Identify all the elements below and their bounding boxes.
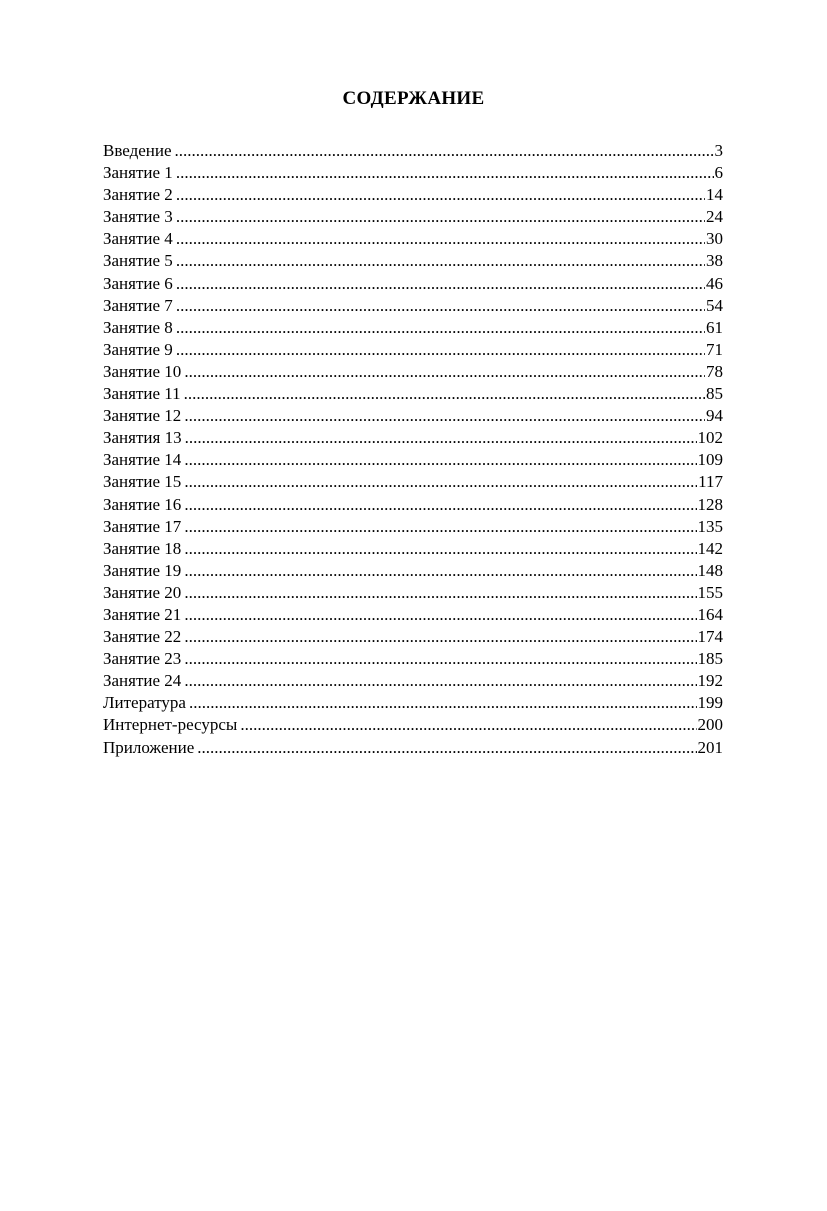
toc-entry-page-number: 174 [697, 627, 723, 647]
toc-entry-page-number: 38 [706, 251, 723, 271]
toc-entry-label: Занятие 21 [103, 604, 182, 624]
toc-entry-page-number: 192 [697, 671, 723, 691]
dot-leader [184, 560, 696, 582]
toc-entry-page-number: 109 [697, 450, 723, 470]
toc-entry-page-number: 148 [697, 560, 723, 580]
toc-entry[interactable] [103, 737, 723, 759]
toc-entry[interactable] [103, 494, 723, 516]
toc-entry-page-number: 61 [706, 317, 723, 337]
toc-entry-page-number: 142 [697, 538, 723, 558]
dot-leader [184, 361, 705, 383]
toc-entry[interactable] [103, 670, 723, 692]
toc-entry[interactable] [103, 560, 723, 582]
toc-entry-page-number: 94 [706, 406, 723, 426]
toc-entry-label: Занятие 3 [103, 207, 173, 227]
toc-entry[interactable] [103, 184, 723, 206]
toc-entry-label: Занятие 20 [103, 582, 182, 602]
toc-entry-page-number: 164 [697, 604, 723, 624]
toc-entry[interactable] [103, 427, 723, 449]
toc-entry-page-number: 24 [706, 207, 723, 227]
dot-leader [184, 538, 696, 560]
dot-leader [184, 449, 696, 471]
dot-leader [184, 471, 697, 493]
dot-leader [185, 427, 697, 449]
toc-entry-label: Приложение [103, 737, 195, 757]
toc-entry-page-number: 78 [706, 361, 723, 381]
toc-entry-page-number: 185 [697, 649, 723, 669]
toc-entry-label: Занятие 23 [103, 649, 182, 669]
toc-entry-label: Занятие 19 [103, 560, 182, 580]
toc-entry-page-number: 117 [698, 472, 723, 492]
dot-leader [176, 162, 714, 184]
toc-entry-page-number: 30 [706, 229, 723, 249]
toc-entry-page-number: 200 [697, 715, 723, 735]
dot-leader [184, 582, 696, 604]
toc-entry-label: Занятие 14 [103, 450, 182, 470]
dot-leader [184, 604, 696, 626]
toc-entry-label: Занятие 11 [103, 384, 181, 404]
dot-leader [197, 737, 696, 759]
toc-entry[interactable] [103, 471, 723, 493]
toc-entry[interactable] [103, 273, 723, 295]
toc-entry-label: Введение [103, 141, 172, 160]
toc-entry-label: Занятие 1 [103, 163, 173, 183]
dot-leader [184, 405, 705, 427]
toc-entry[interactable] [103, 714, 723, 736]
toc-entry-label: Занятие 9 [103, 339, 173, 359]
toc-entry[interactable] [103, 206, 723, 228]
toc-entry-label: Занятие 24 [103, 671, 182, 691]
toc-entry-page-number: 201 [697, 737, 723, 757]
toc-entry-label: Занятие 18 [103, 538, 182, 558]
dot-leader [176, 295, 705, 317]
toc-entry-label: Занятие 2 [103, 185, 173, 205]
toc-entry-page-number: 85 [706, 384, 723, 404]
toc-entry-page-number: 14 [706, 185, 723, 205]
toc-entry-page-number: 128 [697, 494, 723, 514]
toc-entry[interactable] [103, 361, 723, 383]
toc-entry[interactable] [103, 317, 723, 339]
toc-entry-label: Занятия 13 [103, 428, 182, 448]
dot-leader [184, 516, 696, 538]
toc-entry-page-number: 54 [706, 295, 723, 315]
toc-entry[interactable] [103, 295, 723, 317]
toc-entry-label: Занятие 16 [103, 494, 182, 514]
toc-entry-page-number: 102 [697, 428, 723, 448]
toc-entry[interactable] [103, 228, 723, 250]
toc-entry-label: Занятие 15 [103, 472, 182, 492]
dot-leader [176, 250, 705, 272]
toc-entry-label: Занятие 22 [103, 627, 182, 647]
dot-leader [176, 273, 705, 295]
dot-leader [176, 317, 705, 339]
toc-entry-label: Занятие 4 [103, 229, 173, 249]
toc-entry-page-number: 6 [714, 163, 723, 183]
toc-entry[interactable] [103, 582, 723, 604]
toc-entry[interactable] [103, 626, 723, 648]
toc-entry[interactable] [103, 339, 723, 361]
toc-entry-page-number: 199 [697, 693, 723, 713]
dot-leader [184, 626, 696, 648]
dot-leader [189, 692, 697, 714]
toc-entry[interactable] [103, 692, 723, 714]
dot-leader [184, 494, 696, 516]
dot-leader [184, 648, 696, 670]
toc-entry[interactable] [103, 383, 723, 405]
toc-entry[interactable] [103, 516, 723, 538]
toc-entry[interactable] [103, 250, 723, 272]
dot-leader [175, 140, 714, 162]
toc-entry-label: Занятие 8 [103, 317, 173, 337]
toc-entry-label: Занятие 5 [103, 251, 173, 271]
toc-entry[interactable] [103, 604, 723, 626]
toc-entry[interactable] [103, 140, 723, 162]
toc-entry-label: Литература [103, 693, 186, 713]
toc-entry-label: Интернет-ресурсы [103, 715, 238, 735]
dot-leader [240, 714, 696, 736]
dot-leader [176, 228, 705, 250]
toc-entry[interactable] [103, 162, 723, 184]
dot-leader [176, 339, 705, 361]
toc-entry-label: Занятие 17 [103, 516, 182, 536]
toc-entry[interactable] [103, 449, 723, 471]
page-title: СОДЕРЖАНИЕ [342, 88, 485, 109]
toc-entry-label: Занятие 7 [103, 295, 173, 315]
toc-entry-label: Занятие 6 [103, 273, 173, 293]
dot-leader [184, 383, 705, 405]
toc-entry[interactable] [103, 648, 723, 670]
dot-leader [184, 670, 696, 692]
toc-entry-page-number: 155 [697, 582, 723, 602]
toc-entry[interactable] [103, 405, 723, 427]
dot-leader [176, 184, 705, 206]
toc-entry-page-number: 135 [697, 516, 723, 536]
toc-entry-label: Занятие 12 [103, 406, 182, 426]
table-of-contents [103, 140, 723, 759]
dot-leader [176, 206, 705, 228]
toc-entry[interactable] [103, 538, 723, 560]
toc-entry-page-number: 3 [714, 141, 723, 160]
toc-entry-label: Занятие 10 [103, 361, 182, 381]
toc-entry-page-number: 46 [706, 273, 723, 293]
toc-entry-page-number: 71 [706, 339, 723, 359]
